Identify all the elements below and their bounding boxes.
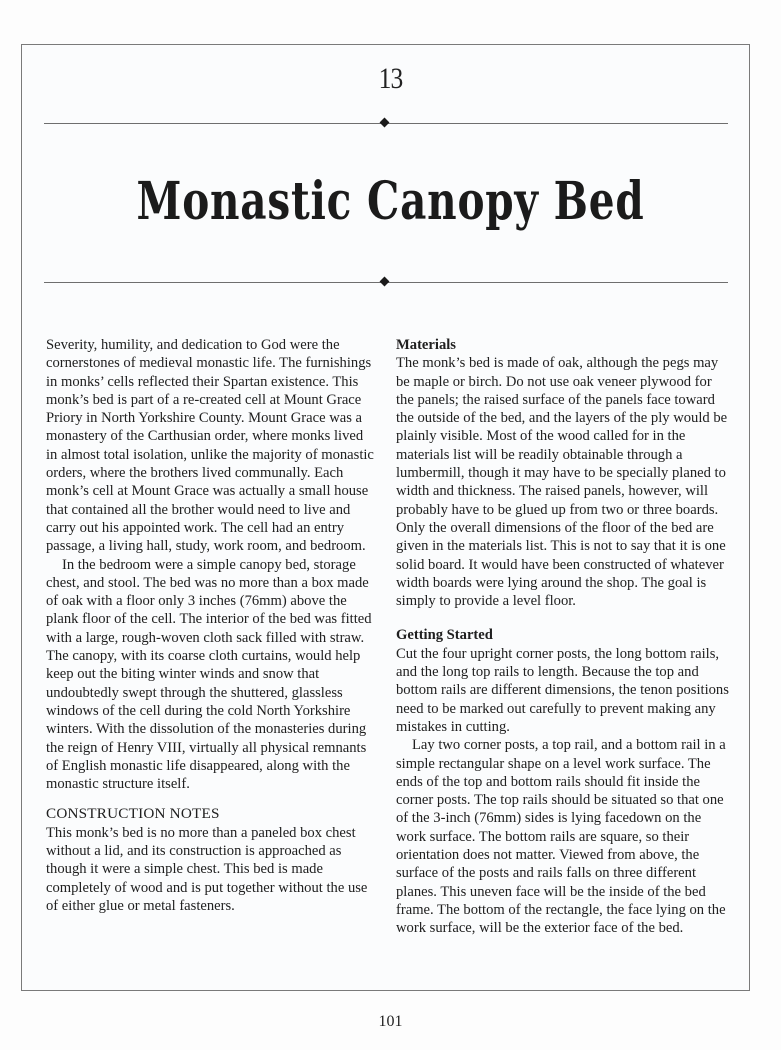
materials-heading: Materials xyxy=(396,337,456,353)
bedroom-paragraph: In the bedroom were a simple canopy bed, storage chest, and stool. The bed was no more than a box made of oak with a floor only 3 inches (76mm) above the plank floor of the cell. The interior of the bed was fitted with a large, rough-woven cloth sack filled with straw. The canopy, with its coarse cloth curtains, would help keep out the biting winter winds and snow that undoubtedly swept through the shuttered, glassless windows of the cell during the cold North Yorkshire winters. With the dissolution of the monasteries during the reign of Henry VIII, virtually all physical remnants of English monastic life disappeared, along with the monastic structure itself. xyxy=(46,556,372,793)
getting-started-heading: Getting Started xyxy=(396,627,493,644)
getting-started-paragraph: Cut the four upright corner posts, the long bottom rails, and the long top rails to length. Because the top and bottom rails are different dimensions, the tenon positions need to be marked out carefully to prevent making any mistakes in cutting. xyxy=(396,645,729,735)
chapter-number: 13 xyxy=(378,62,403,95)
left-column xyxy=(46,336,376,915)
materials-paragraph: The monk’s bed is made of oak, although the pegs may be maple or birch. Do not use oak veneer plywood for the panels; the raised surface of the panels face toward the outside of the bed, and the layers of the ply would be plainly visible. Most of the wood called for in the materials list will be readily obtainable through a lumbermill, though it may have to be specially planed to width and thickness. The raised panels, however, will probably have to be glued up from two or three boards. Only the overall dimensions of the floor of the bed are given in the materials list. This is not to say that it is one solid board. It would have been constructed of whatever width boards were lying around the shop. The goal is simply to provide a level floor. xyxy=(396,355,728,610)
layout-paragraph: Lay two corner posts, a top rail, and a bottom rail in a simple rectangular shape on a level work surface. The ends of the top and bottom rails should fit inside the corner posts. The top rails should be situated so that one of the 3-inch (76mm) sides is lying facedown on the work surface. The bottom rails are square, so their orientation does not matter. Viewed from above, the surface of the posts and rails falls on three different planes. This uneven face will be the inside of the bed frame. The bottom of the rectangle, the face lying on the work surface, will be the exterior face of the bed. xyxy=(396,737,726,937)
page-number: 101 xyxy=(378,1013,403,1030)
construction-notes-paragraph: This monk’s bed is no more than a paneled box chest without a lid, and its construction is approached as though it were a simple chest. This bed is made completely of wood and is put together without the use of either glue or metal fasteners. xyxy=(46,824,368,914)
chapter-title: Monastic Canopy Bed xyxy=(136,171,645,232)
right-column xyxy=(396,336,730,938)
construction-notes-heading: CONSTRUCTION NOTES xyxy=(46,805,220,823)
intro-paragraph: Severity, humility, and dedication to God were the cornerstones of medieval monastic life. The furnishings in monks’ cells reflected their Spartan existence. This monk’s bed is part of a re-created cell at Mount Grace Priory in North Yorkshire County. Mount Grace was a monastery of the Carthusian order, where monks lived in almost total isolation, unlike the majority of monastic orders, where the brothers lived communally. Each monk’s cell at Mount Grace was actually a small house that contained all the brother would need to live and carry out his appointed work. The cell had an entry passage, a living hall, study, work room, and bedroom. xyxy=(46,337,374,555)
